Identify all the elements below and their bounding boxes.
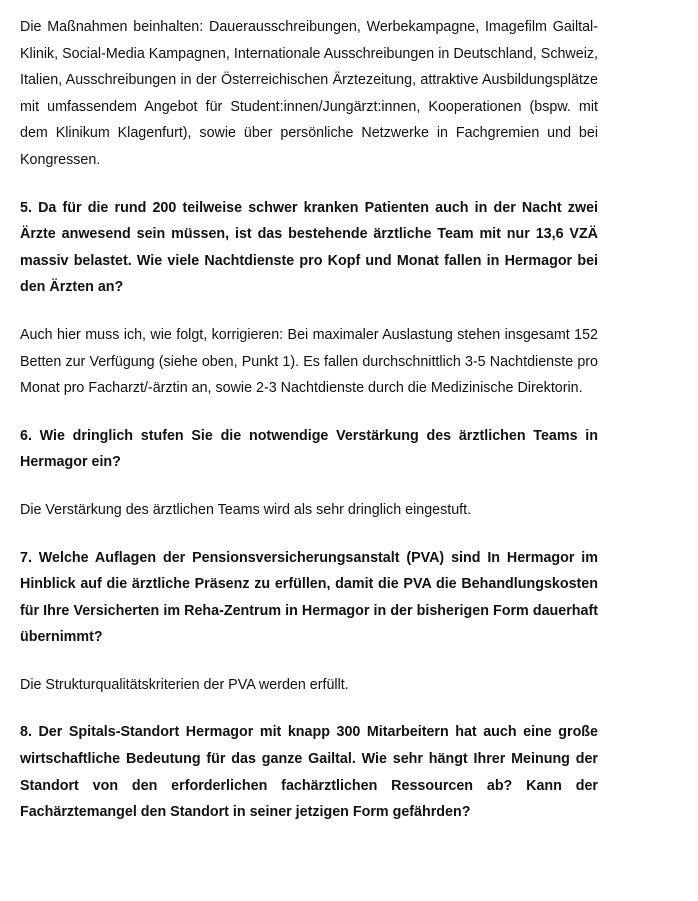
spacer (20, 698, 598, 719)
spacer (20, 402, 598, 423)
question-6: 6. Wie dringlich stufen Sie die notwendige Verstärkung des ärztlichen Teams in Hermagor ein? (20, 427, 598, 471)
question-8: 8. Der Spitals-Standort Hermagor mit knapp 300 Mitarbeitern hat auch eine große wirtschaftliche Bedeutung für das ganze Gailtal. Wie sehr hängt Ihrer Meinung der Standort von den erforderlichen fachärztlichen Ressourcen ab? Kann der Fachärztemangel den Standort in seiner jetzigen Form gefährden? (20, 724, 598, 821)
paragraph-measures: Die Maßnahmen beinhalten: Dauerausschreibungen, Werbekampagne, Imagefilm Gailtal-Klinik, Social-Media Kampagnen, Internationale Ausschreibungen in Deutschland, Schweiz, Italien, Ausschreibungen in der Österreichischen Ärztezeitung, attraktive Ausbildungsplätze mit umfassendem Angebot für Student:innen/Jungärzt:innen, Kooperationen (bspw. mit dem Klinikum Klagenfurt), sowie über persönliche Netzwerke in Fachgremien und bei Kongressen. (20, 19, 598, 168)
answer-7: Die Strukturqualitätskriterien der PVA werden erfüllt. (20, 676, 349, 693)
spacer (20, 301, 598, 322)
question-7: 7. Welche Auflagen der Pensionsversicherungsanstalt (PVA) sind In Hermagor im Hinblick auf die ärztliche Präsenz zu erfüllen, damit die PVA die Behandlungskosten für Ihre Versicherten im Reha-Zentrum in Hermagor in der bisherigen Form dauerhaft übernimmt? (20, 549, 598, 646)
spacer (20, 476, 598, 497)
document-page (20, 14, 598, 826)
answer-6: Die Verstärkung des ärztlichen Teams wird als sehr dringlich eingestuft. (20, 501, 472, 518)
spacer (20, 174, 598, 195)
spacer (20, 651, 598, 672)
question-5: 5. Da für die rund 200 teilweise schwer kranken Patienten auch in der Nacht zwei Ärzte anwesend sein müssen, ist das bestehende ärztliche Team mit nur 13,6 VZÄ massiv belastet. Wie viele Nachtdienste pro Kopf und Monat fallen in Hermagor bei den Ärzten an? (20, 199, 598, 296)
answer-5: Auch hier muss ich, wie folgt, korrigieren: Bei maximaler Auslastung stehen insgesamt 152 Betten zur Verfügung (siehe oben, Punkt 1). Es fallen durchschnittlich 3-5 Nachtdienste pro Monat pro Facharzt/-ärztin an, sowie 2-3 Nachtdienste durch die Medizinische Direktorin. (20, 326, 598, 397)
spacer (20, 524, 598, 545)
